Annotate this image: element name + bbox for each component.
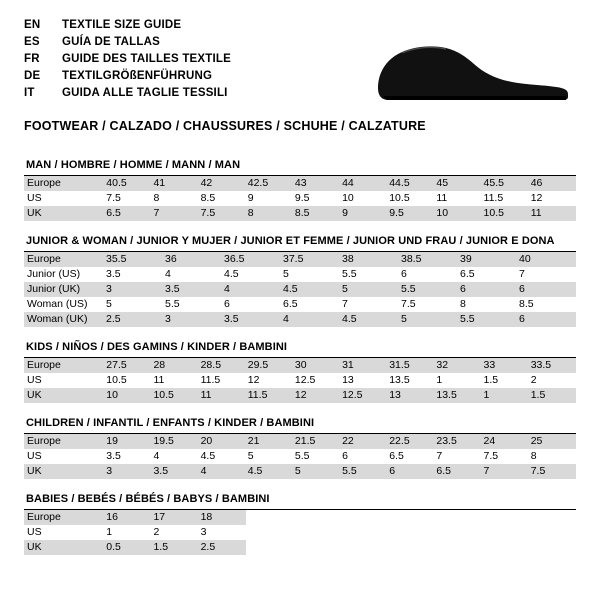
cell: 12.5	[340, 388, 387, 403]
cell: 4.5	[340, 312, 399, 327]
cell: 4	[165, 268, 171, 280]
table-row	[24, 206, 576, 221]
cell: 8.5	[293, 206, 340, 221]
cell: 9.5	[387, 206, 434, 221]
cell: 12	[247, 374, 260, 386]
cell: 3.5	[222, 312, 281, 327]
cell: 10	[342, 192, 354, 204]
cell: 6	[224, 298, 230, 310]
language-code: EN	[24, 19, 41, 31]
cell: 4.5	[200, 450, 216, 462]
cell-empty	[529, 525, 576, 540]
cell: 3.5	[151, 464, 198, 479]
cell: 38	[340, 252, 399, 267]
cell: 10	[104, 388, 151, 403]
cell: 44.5	[387, 176, 434, 191]
table-row	[24, 312, 576, 327]
row-label: Woman (US)	[27, 298, 88, 310]
size-table-children	[24, 434, 576, 479]
cell-empty	[529, 510, 576, 525]
table-row	[24, 388, 576, 403]
cell-empty	[340, 540, 387, 555]
section-title: CHILDREN / INFANTIL / ENFANTS / KINDER / BAMBINI	[24, 417, 576, 434]
cell: 6	[387, 464, 434, 479]
cell: 1	[482, 388, 529, 403]
cell: 38.5	[399, 252, 458, 267]
cell: 11.5	[246, 388, 293, 403]
cell-empty	[340, 510, 387, 525]
cell: 7	[436, 450, 443, 462]
cell: 30	[293, 358, 340, 373]
row-label: UK	[24, 388, 104, 403]
cell-empty	[434, 525, 481, 540]
section-junior-woman	[24, 235, 576, 327]
cell: 4	[222, 282, 281, 297]
cell: 8.5	[200, 192, 216, 204]
row-label: Europe	[24, 434, 104, 449]
cell: 43	[293, 176, 340, 191]
cell: 36.5	[222, 252, 281, 267]
row-label: US	[27, 192, 42, 204]
cell: 4.5	[246, 464, 293, 479]
cell: 4.5	[281, 282, 340, 297]
cell: 13.5	[389, 374, 410, 386]
cell-empty	[340, 525, 387, 540]
size-table-junior-woman	[24, 252, 576, 327]
cell: 41	[151, 176, 198, 191]
table-row	[24, 540, 576, 555]
cell: 11	[199, 388, 246, 403]
cell: 1.5	[529, 388, 576, 403]
cell: 6.5	[389, 450, 404, 462]
cell-empty	[482, 525, 529, 540]
language-row	[24, 18, 231, 35]
row-label: Junior (US)	[27, 268, 81, 280]
language-row	[24, 35, 231, 52]
cell: 10.5	[106, 374, 127, 386]
table-row	[24, 252, 576, 267]
cell: 17	[151, 510, 198, 525]
cell: 9	[247, 192, 254, 204]
cell: 31	[340, 358, 387, 373]
cell: 7	[482, 464, 529, 479]
cell: 8	[153, 192, 160, 204]
language-title: GUIDE DES TAILLES TEXTILE	[62, 53, 231, 65]
cell: 6	[458, 282, 517, 297]
cell: 6	[342, 450, 348, 462]
cell: 6.5	[104, 206, 151, 221]
cell: 5	[283, 268, 289, 280]
cell: 3	[163, 312, 222, 327]
cell: 6.5	[434, 464, 481, 479]
cell: 13	[342, 374, 354, 386]
cell: 7.5	[199, 206, 246, 221]
language-title: GUÍA DE TALLAS	[62, 36, 160, 48]
row-label: Europe	[24, 510, 104, 525]
cell: 33	[482, 358, 529, 373]
cell: 7	[519, 268, 525, 280]
cell: 11.5	[483, 192, 504, 204]
cell: 10.5	[389, 192, 410, 204]
cell: 20	[199, 434, 246, 449]
cell-empty	[293, 510, 340, 525]
cell: 18	[199, 510, 246, 525]
language-row	[24, 86, 231, 103]
table-row	[24, 176, 576, 191]
cell: 28.5	[199, 358, 246, 373]
section-title: BABIES / BEBÉS / BÉBÉS / BABYS / BAMBINI	[24, 493, 576, 510]
cell: 4	[199, 464, 246, 479]
cell: 5	[340, 282, 399, 297]
size-table-babies	[24, 510, 576, 555]
cell-empty	[482, 510, 529, 525]
cell: 19.5	[151, 434, 198, 449]
cell-empty	[529, 540, 576, 555]
cell: 6	[401, 268, 407, 280]
cell: 45	[434, 176, 481, 191]
cell: 21.5	[293, 434, 340, 449]
cell: 5.5	[340, 464, 387, 479]
cell-empty	[246, 540, 293, 555]
cell: 3.5	[106, 450, 121, 462]
language-code: FR	[24, 53, 40, 65]
table-row	[24, 191, 576, 206]
language-title-table	[24, 18, 231, 103]
cell: 7	[151, 206, 198, 221]
cell: 13.5	[434, 388, 481, 403]
row-label: Woman (UK)	[24, 312, 104, 327]
cell: 46	[529, 176, 576, 191]
table-row	[24, 449, 576, 464]
size-table-man	[24, 176, 576, 221]
cell: 2	[153, 526, 160, 538]
language-row	[24, 52, 231, 69]
cell: 6	[517, 282, 576, 297]
cell: 1.5	[483, 374, 499, 386]
language-rows	[24, 18, 231, 103]
cell: 8	[246, 206, 293, 221]
cell: 11	[436, 192, 448, 204]
language-code: ES	[24, 36, 40, 48]
cell: 7.5	[401, 298, 416, 310]
cell: 24	[482, 434, 529, 449]
cell: 35.5	[104, 252, 163, 267]
cell: 5	[106, 298, 112, 310]
cell-empty	[387, 525, 434, 540]
cell: 5.5	[399, 282, 458, 297]
cell: 27.5	[104, 358, 151, 373]
cell: 5	[399, 312, 458, 327]
cell: 3	[104, 282, 163, 297]
section-title: MAN / HOMBRE / HOMME / MANN / MAN	[24, 159, 576, 176]
language-row	[24, 69, 231, 86]
cell: 42	[199, 176, 246, 191]
cell: 25	[529, 434, 576, 449]
cell: 2.5	[199, 540, 246, 555]
table-row	[24, 297, 576, 312]
cell: 22	[340, 434, 387, 449]
cell: 42.5	[246, 176, 293, 191]
cell-empty	[246, 510, 293, 525]
cell: 29.5	[246, 358, 293, 373]
cell: 5.5	[458, 312, 517, 327]
cell: 31.5	[387, 358, 434, 373]
row-label: UK	[24, 540, 104, 555]
cell-empty	[434, 540, 481, 555]
row-label: UK	[24, 464, 104, 479]
cell: 22.5	[387, 434, 434, 449]
cell: 7.5	[106, 192, 121, 204]
cell: 1	[106, 526, 113, 538]
cell: 5	[247, 450, 254, 462]
cell: 11	[529, 206, 576, 221]
cell: 4	[153, 450, 160, 462]
cell: 8	[530, 450, 537, 462]
cell: 39	[458, 252, 517, 267]
row-label: Junior (UK)	[24, 282, 104, 297]
language-code: DE	[24, 70, 41, 82]
section-title: KIDS / NIÑOS / DES GAMINS / KINDER / BAMBINI	[24, 341, 576, 358]
cell: 3	[104, 464, 151, 479]
section-man	[24, 159, 576, 221]
cell: 9	[340, 206, 387, 221]
cell: 19	[104, 434, 151, 449]
cell: 12	[293, 388, 340, 403]
cell: 8.5	[519, 298, 534, 310]
size-sections	[0, 159, 600, 555]
cell: 33.5	[529, 358, 576, 373]
cell: 0.5	[104, 540, 151, 555]
table-row	[24, 464, 576, 479]
row-label: US	[27, 374, 42, 386]
cell: 45.5	[482, 176, 529, 191]
cell: 6.5	[283, 298, 298, 310]
cell-empty	[246, 525, 293, 540]
cell-empty	[434, 510, 481, 525]
cell: 1.5	[151, 540, 198, 555]
row-label: Europe	[24, 252, 104, 267]
cell: 5	[293, 464, 340, 479]
cell: 11	[153, 374, 165, 386]
cell: 10	[434, 206, 481, 221]
cell: 23.5	[434, 434, 481, 449]
cell: 10.5	[151, 388, 198, 403]
cell: 6	[517, 312, 576, 327]
cell: 44	[340, 176, 387, 191]
size-table-kids	[24, 358, 576, 403]
row-label: US	[27, 450, 42, 462]
cell: 11.5	[200, 374, 221, 386]
cell: 21	[246, 434, 293, 449]
table-row	[24, 282, 576, 297]
table-row	[24, 510, 576, 525]
section-babies	[24, 493, 576, 555]
row-label: US	[27, 526, 42, 538]
language-title: TEXTILE SIZE GUIDE	[62, 19, 182, 31]
table-row	[24, 434, 576, 449]
language-title: TEXTILGRÖßENFÜHRUNG	[62, 70, 213, 82]
cell: 7.5	[529, 464, 576, 479]
cell: 9.5	[294, 192, 310, 204]
cell: 10.5	[482, 206, 529, 221]
section-children	[24, 417, 576, 479]
language-title: GUIDA ALLE TAGLIE TESSILI	[62, 87, 228, 99]
cell: 3.5	[163, 282, 222, 297]
row-label: UK	[24, 206, 104, 221]
cell: 5.5	[342, 268, 357, 280]
language-code: IT	[24, 87, 35, 99]
cell: 2.5	[104, 312, 163, 327]
cell: 40.5	[104, 176, 151, 191]
table-row	[24, 525, 576, 540]
cell: 7	[342, 298, 348, 310]
cell: 13	[387, 388, 434, 403]
cell-empty	[387, 540, 434, 555]
cell: 6.5	[460, 268, 475, 280]
cell-empty	[293, 525, 340, 540]
cell: 12	[530, 192, 543, 204]
dress-shoe-icon	[372, 26, 572, 106]
cell: 4	[281, 312, 340, 327]
cell-empty	[387, 510, 434, 525]
table-row	[24, 358, 576, 373]
cell: 32	[434, 358, 481, 373]
footwear-heading: FOOTWEAR / CALZADO / CHAUSSURES / SCHUHE / CALZATURE	[24, 119, 426, 133]
section-kids	[24, 341, 576, 403]
cell: 36	[163, 252, 222, 267]
cell: 8	[460, 298, 466, 310]
table-row	[24, 267, 576, 282]
section-title: JUNIOR & WOMAN / JUNIOR Y MUJER / JUNIOR ET FEMME / JUNIOR UND FRAU / JUNIOR E DONA	[24, 235, 576, 252]
document-header	[0, 0, 600, 103]
row-label: Europe	[24, 358, 104, 373]
cell: 3.5	[106, 268, 121, 280]
cell: 16	[104, 510, 151, 525]
cell: 4.5	[224, 268, 239, 280]
table-row	[24, 373, 576, 388]
cell: 1	[436, 374, 443, 386]
cell: 28	[151, 358, 198, 373]
row-label: Europe	[24, 176, 104, 191]
cell: 5.5	[294, 450, 310, 462]
cell: 7.5	[483, 450, 499, 462]
cell-empty	[293, 540, 340, 555]
cell: 40	[517, 252, 576, 267]
cell: 3	[200, 526, 207, 538]
cell: 12.5	[294, 374, 316, 386]
cell: 5.5	[165, 298, 180, 310]
cell: 2	[530, 374, 537, 386]
cell: 37.5	[281, 252, 340, 267]
cell-empty	[482, 540, 529, 555]
